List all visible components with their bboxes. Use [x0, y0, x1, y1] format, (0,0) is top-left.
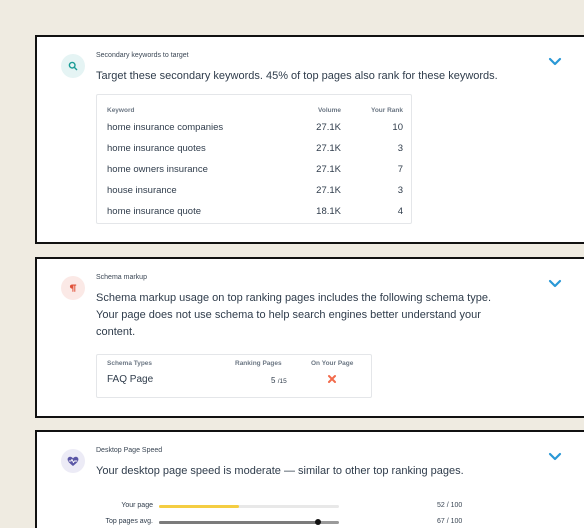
your-page-score: 52 / 100 — [437, 502, 463, 509]
column-header-ranking-pages: Ranking Pages — [235, 360, 282, 367]
rank-cell: 3 — [397, 143, 403, 154]
secondary-keywords-card — [35, 35, 584, 244]
your-page-speed-fill — [159, 505, 239, 508]
keyword-cell: home owners insurance — [107, 164, 208, 175]
top-pages-speed-bar — [159, 521, 339, 524]
card-description: Your desktop page speed is moderate — similar to other top ranking pages. — [96, 465, 464, 477]
keyword-cell: home insurance companies — [107, 122, 224, 133]
your-page-label: Your page — [121, 502, 153, 509]
column-header-schema-types: Schema Types — [107, 360, 153, 367]
card-label: Secondary keywords to target — [96, 52, 189, 59]
your-page-speed-bar — [159, 505, 339, 508]
rank-cell: 4 — [397, 206, 403, 217]
card-label: Schema markup — [96, 274, 147, 281]
table-header — [107, 105, 403, 117]
schema-type-cell: FAQ Page — [107, 374, 154, 385]
top-pages-score: 67 / 100 — [437, 518, 463, 525]
volume-cell: 27.1K — [316, 122, 341, 133]
column-header-on-your-page: On Your Page — [311, 360, 354, 367]
card-description: Target these secondary keywords. 45% of top pages also rank for these keywords. — [96, 70, 498, 82]
chevron-down-icon[interactable] — [548, 276, 562, 286]
keyword-cell: house insurance — [107, 185, 177, 196]
table-row — [107, 139, 403, 159]
column-header-volume: Volume — [318, 107, 341, 114]
table-row — [107, 160, 403, 180]
top-pages-marker — [315, 519, 321, 525]
ranking-count: 5 — [271, 376, 276, 385]
keyword-cell: home insurance quotes — [107, 143, 206, 154]
card-label: Desktop Page Speed — [96, 447, 163, 454]
schema-table — [96, 354, 372, 398]
rank-cell: 3 — [397, 185, 403, 196]
top-pages-label: Top pages avg. — [105, 518, 153, 525]
volume-cell: 27.1K — [316, 185, 341, 196]
ranking-total: /15 — [277, 378, 287, 385]
rank-cell: 10 — [392, 122, 403, 133]
schema-markup-card — [35, 257, 584, 418]
rank-cell: 7 — [397, 164, 403, 175]
paragraph-icon — [61, 276, 85, 300]
search-icon — [61, 54, 85, 78]
column-header-rank: Your Rank — [370, 107, 403, 114]
table-row — [107, 202, 403, 222]
volume-cell: 27.1K — [316, 164, 341, 175]
table-row — [107, 181, 403, 201]
keyword-cell: home insurance quote — [107, 206, 202, 217]
keywords-table — [96, 94, 412, 224]
heart-pulse-icon — [61, 449, 85, 473]
volume-cell: 18.1K — [316, 206, 341, 217]
card-description: Schema markup usage on top ranking pages includes the following schema type. Your page does not use schema to help search engines better understand your content. — [96, 292, 492, 338]
desktop-page-speed-card — [35, 430, 584, 528]
top-pages-speed-fill — [159, 521, 318, 524]
x-icon — [326, 372, 338, 384]
column-header-keyword: Keyword — [107, 107, 135, 114]
chevron-down-icon[interactable] — [548, 54, 562, 64]
ranking-pages-cell — [271, 376, 287, 385]
chevron-down-icon[interactable] — [548, 449, 562, 459]
table-row — [107, 118, 403, 138]
volume-cell: 27.1K — [316, 143, 341, 154]
